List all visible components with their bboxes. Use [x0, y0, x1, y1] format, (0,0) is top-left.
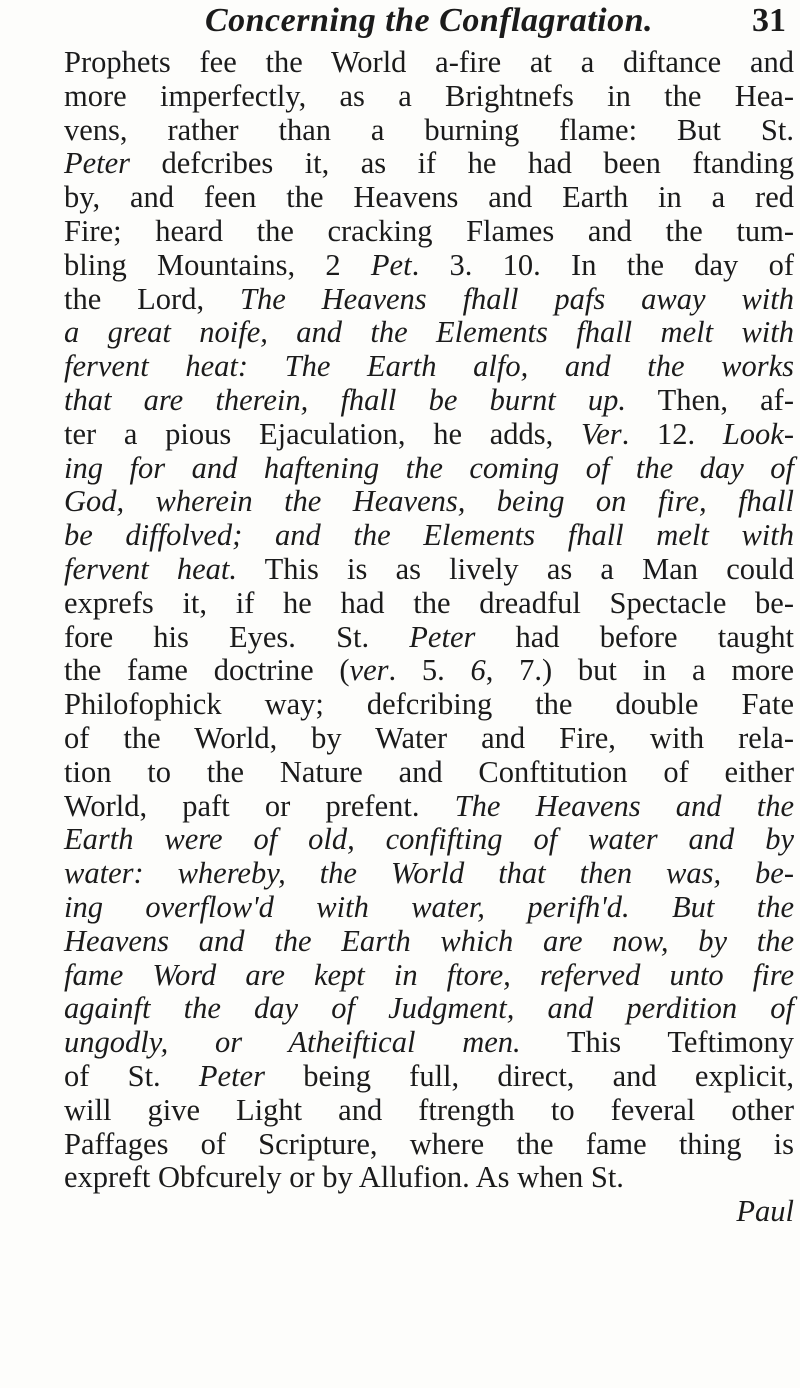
text-segment: . 3. 10. In the day of	[411, 247, 794, 282]
text-line	[64, 654, 794, 688]
text-line	[64, 722, 794, 756]
text-line	[64, 992, 794, 1026]
text-segment: that are therein, fhall be burnt up.	[64, 382, 626, 417]
text-segment: ing for and haftening the coming of the day of	[64, 450, 794, 485]
text-segment: ver	[349, 653, 389, 688]
text-line	[64, 215, 794, 249]
text-line	[64, 350, 794, 384]
text-line	[64, 46, 794, 80]
text-line	[64, 925, 794, 959]
text-segment: Philofophick way; defcribing the double Fate	[64, 687, 794, 722]
text-line	[64, 688, 794, 722]
text-segment: the fame doctrine (	[64, 653, 350, 688]
text-line	[64, 452, 794, 486]
text-segment: This is as lively as a Man could	[237, 551, 794, 586]
text-line	[64, 621, 794, 655]
text-segment: by, and feen the Heavens and Earth in a red	[64, 180, 794, 215]
text-segment: againft the day of Judgment, and perdition of	[64, 991, 794, 1026]
text-segment: ing overflow'd with water, perifh'd. But the	[64, 889, 794, 924]
text-line	[64, 587, 794, 621]
text-segment: Then, af-	[626, 382, 794, 417]
text-segment: fore his Eyes. St.	[64, 619, 410, 654]
text-line	[64, 249, 794, 283]
text-segment: Peter	[64, 146, 131, 181]
text-segment: fervent heat.	[64, 551, 238, 586]
text-segment: Look-	[722, 416, 795, 451]
text-line	[64, 181, 794, 215]
text-segment: 6	[470, 653, 486, 688]
text-line	[64, 418, 794, 452]
text-segment: Prophets fee the World a-fire at a diftance and	[64, 45, 794, 79]
text-segment: God, wherein the Heavens, being on fire, fhall	[64, 484, 794, 519]
text-segment: a great noife, and the Elements fhall melt with	[64, 315, 794, 350]
text-segment: bling Mountains, 2	[64, 247, 371, 282]
text-line	[64, 283, 794, 317]
text-segment: Pet	[370, 247, 412, 282]
text-segment: ungodly, or Atheiftical men.	[64, 1025, 521, 1060]
text-line	[64, 553, 794, 587]
text-segment: more imperfectly, as a Brightnefs in the Hea-	[64, 78, 794, 113]
text-segment: Peter	[198, 1058, 265, 1093]
text-segment: The Heavens and the	[454, 788, 794, 823]
text-segment: defcribes it, as if he had been ftanding	[130, 146, 794, 181]
text-line	[64, 1060, 794, 1094]
text-line	[64, 1094, 794, 1128]
text-segment: of St.	[64, 1058, 199, 1093]
text-segment: water: whereby, the World that then was, be-	[64, 856, 794, 891]
text-line	[64, 790, 794, 824]
text-segment: of the World, by Water and Fire, with rela-	[64, 720, 794, 755]
text-segment: Earth were of old, confifting of water and by	[64, 822, 794, 857]
running-title: Concerning the Conflagration.	[204, 2, 654, 39]
text-segment: The Heavens fhall pafs away with	[240, 281, 794, 316]
text-segment: Ver	[580, 416, 622, 451]
text-line	[64, 80, 794, 114]
text-segment: Heavens and the Earth which are now, by the	[64, 923, 794, 958]
page-number: 31	[752, 2, 786, 39]
text-line	[64, 756, 794, 790]
text-segment: World, paft or prefent.	[64, 788, 455, 823]
text-segment: had before taught	[475, 619, 794, 654]
text-segment: be diffolved; and the Elements fhall melt with	[64, 518, 794, 553]
text-segment: expreft Obfcurely or by Allufion. As when St.	[64, 1160, 624, 1195]
text-segment: fervent heat: The Earth alfo, and the works	[64, 349, 794, 384]
text-segment: Fire; heard the cracking Flames and the tum-	[64, 213, 794, 248]
text-line	[64, 519, 794, 553]
text-line	[64, 114, 794, 148]
text-line	[64, 147, 794, 181]
text-line	[64, 1128, 794, 1162]
text-segment: Paffages of Scripture, where the fame thing is	[64, 1126, 794, 1161]
text-line	[64, 1026, 794, 1060]
text-segment: the Lord,	[64, 281, 240, 316]
text-segment: . 12.	[621, 416, 723, 451]
text-segment: vens, rather than a burning flame: But St.	[64, 112, 794, 147]
text-line	[64, 823, 794, 857]
text-line	[64, 485, 794, 519]
text-segment: . 5.	[388, 653, 471, 688]
body-text	[64, 46, 794, 1229]
text-line	[64, 316, 794, 350]
text-line	[64, 1161, 794, 1195]
text-segment: ter a pious Ejaculation, he adds,	[64, 416, 581, 451]
text-segment: , 7.) but in a more	[485, 653, 794, 688]
text-segment: Paul	[736, 1194, 794, 1229]
text-segment: tion to the Nature and Conftitution of either	[64, 754, 794, 789]
text-line	[64, 959, 794, 993]
text-segment: This Teftimony	[520, 1025, 794, 1060]
text-line	[64, 891, 794, 925]
text-segment: being full, direct, and explicit,	[264, 1058, 794, 1093]
running-head	[64, 2, 794, 46]
text-segment: fame Word are kept in ftore, referved unto fire	[64, 957, 794, 992]
text-line	[64, 384, 794, 418]
catchword	[64, 1195, 794, 1229]
text-segment: will give Light and ftrength to feveral other	[64, 1092, 794, 1127]
text-line	[64, 857, 794, 891]
text-segment: Peter	[409, 619, 476, 654]
text-segment: exprefs it, if he had the dreadful Spectacle be-	[64, 585, 794, 620]
